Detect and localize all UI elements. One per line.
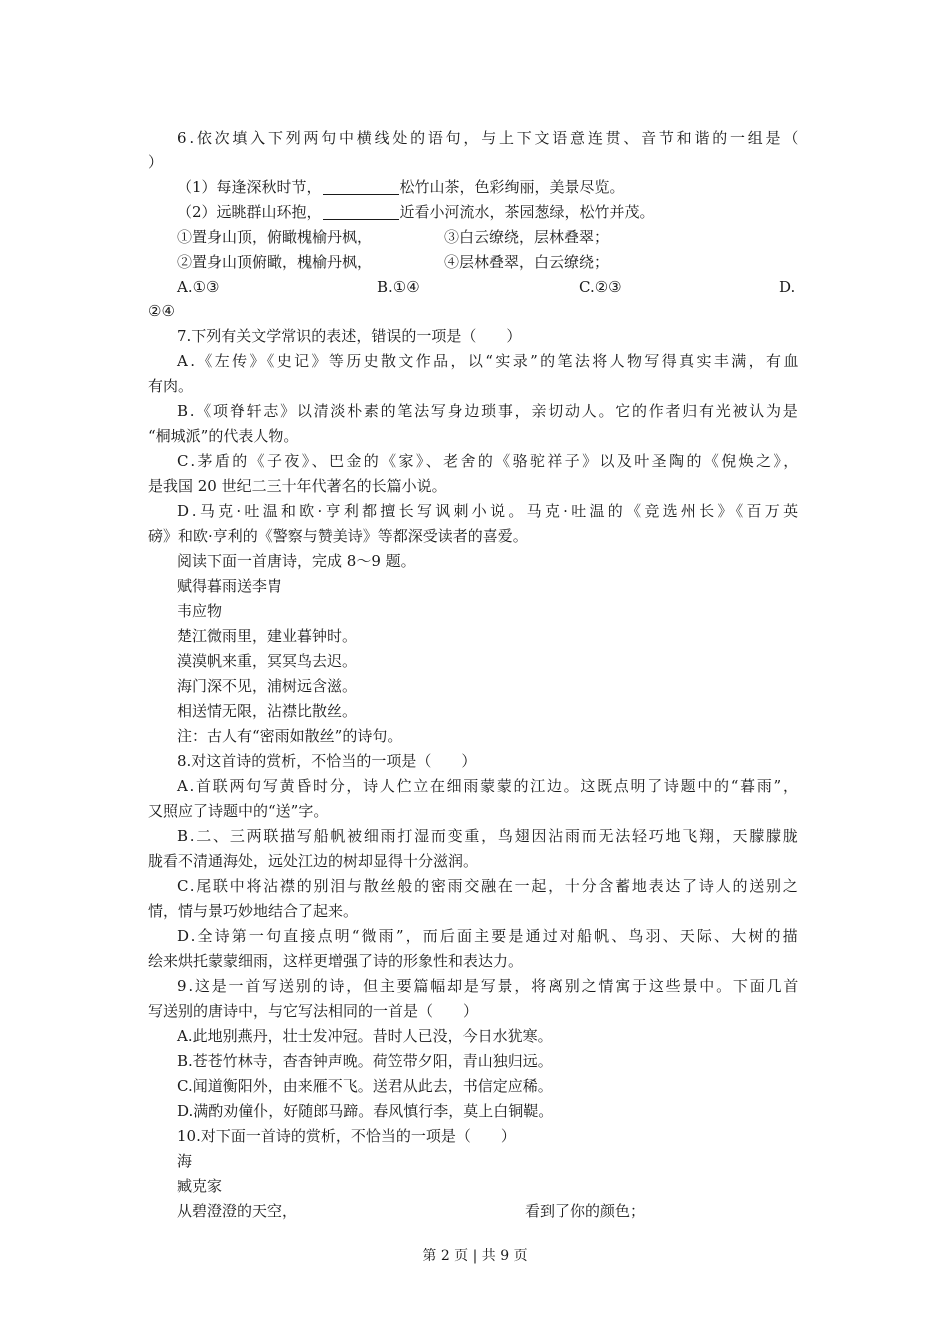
q6-stem: 6.依次填入下列两句中横线处的语句，与上下文语意连贯、音节和谐的一组是（ bbox=[177, 129, 802, 147]
q9-stem: 9.这是一首写送别的诗，但主要篇幅却是写景，将离别之情寓于这些景中。下面几首 bbox=[177, 977, 801, 995]
q7-option-d: D.马克·吐温和欧·亨利都擅长写讽刺小说。马克·吐温的《竞选州长》《百万英 bbox=[177, 502, 802, 520]
q8-option-c-cont: 情，情与景巧妙地结合了起来。 bbox=[148, 902, 359, 920]
q6-answer-b: B.①④ bbox=[377, 278, 420, 296]
q8-option-b-cont: 胧看不清通海处，远处江边的树却显得十分滋润。 bbox=[148, 852, 479, 870]
q6-stem-close: ） bbox=[148, 153, 164, 171]
poem-line-3: 海门深不见，浦树远含滋。 bbox=[177, 677, 358, 695]
q6-s1-post: 松竹山茶，色彩绚丽，美景尽览。 bbox=[399, 178, 625, 196]
q9-option-a: A.此地别燕丹，壮士发冲冠。昔时人已没，今日水犹寒。 bbox=[177, 1027, 553, 1045]
page-footer: 第 2 页 | 共 9 页 bbox=[422, 1248, 528, 1264]
q10-poem-author: 臧克家 bbox=[177, 1177, 223, 1195]
q6-answer-c: C.②③ bbox=[579, 278, 622, 296]
q8-option-d: D.全诗第一句直接点明“微雨”，而后面主要是通过对船帆、鸟羽、天际、大树的描 bbox=[177, 927, 800, 945]
q7-option-b-cont: “桐城派”的代表人物。 bbox=[148, 427, 299, 445]
q7-option-c: C.茅盾的《子夜》、巴金的《家》、老舍的《骆驼祥子》以及叶圣陶的《倪焕之》， bbox=[177, 452, 801, 470]
poem-note: 注：古人有“密雨如散丝”的诗句。 bbox=[177, 727, 403, 745]
q6-s1-blank bbox=[323, 178, 399, 195]
q6-s1-pre: （1）每逢深秋时节， bbox=[177, 178, 322, 196]
q6-sentence-2 bbox=[177, 201, 655, 223]
q10-line-1b: 看到了你的颜色； bbox=[525, 1202, 646, 1220]
poem-author: 韦应物 bbox=[177, 602, 223, 620]
q8-option-a-cont: 又照应了诗题中的“送”字。 bbox=[148, 802, 329, 820]
q6-s2-pre: （2）远眺群山环抱， bbox=[177, 203, 322, 221]
q7-option-d-cont: 磅》和欧·亨利的《警察与赞美诗》等都深受读者的喜爱。 bbox=[148, 527, 528, 545]
poem-title: 赋得暮雨送李胄 bbox=[177, 577, 283, 595]
q7-option-a-cont: 有肉。 bbox=[148, 377, 194, 395]
poem-line-2: 漠漠帆来重，冥冥鸟去迟。 bbox=[177, 652, 358, 670]
q6-answer-a: A.①③ bbox=[177, 278, 220, 296]
q7-stem: 7.下列有关文学常识的表述，错误的一项是（ ） bbox=[177, 327, 522, 345]
q9-option-d: D.满酌劝僮仆，好随郎马蹄。春风慎行李，莫上白铜鞮。 bbox=[177, 1102, 554, 1120]
q8-option-a: A.首联两句写黄昏时分，诗人伫立在细雨蒙蒙的江边。这既点明了诗题中的“暮雨”， bbox=[177, 777, 800, 795]
q6-answer-d: D. bbox=[779, 278, 796, 296]
q9-option-b: B.苍苍竹林寺，杳杳钟声晚。荷笠带夕阳，青山独归远。 bbox=[177, 1052, 553, 1070]
q6-s2-blank bbox=[323, 203, 399, 220]
q6-options-row-1 bbox=[177, 226, 677, 248]
q10-poem-title: 海 bbox=[177, 1152, 193, 1170]
q6-option-4: ④层林叠翠，白云缭绕； bbox=[444, 253, 610, 271]
q8-option-b: B.二、三两联描写船帆被细雨打湿而变重，鸟翅因沾雨而无法轻巧地飞翔，天朦朦胧 bbox=[177, 827, 800, 845]
q10-line-1a: 从碧澄澄的天空， bbox=[177, 1202, 298, 1220]
q6-options-row-2 bbox=[177, 251, 677, 273]
poem-intro: 阅读下面一首唐诗，完成 8～9 题。 bbox=[177, 552, 416, 570]
q8-option-c: C.尾联中将沾襟的别泪与散丝般的密雨交融在一起，十分含蓄地表达了诗人的送别之 bbox=[177, 877, 800, 895]
q6-option-3: ③白云缭绕，层林叠翠； bbox=[444, 228, 610, 246]
q9-option-c: C.闻道衡阳外，由来雁不飞。送君从此去，书信定应稀。 bbox=[177, 1077, 553, 1095]
q8-option-d-cont: 绘来烘托蒙蒙细雨，这样更增强了诗的形象性和表达力。 bbox=[148, 952, 524, 970]
q8-stem: 8.对这首诗的赏析，不恰当的一项是（ ） bbox=[177, 752, 477, 770]
q6-option-2: ②置身山顶俯瞰，槐榆丹枫， bbox=[177, 253, 373, 271]
q6-sentence-1 bbox=[177, 176, 625, 198]
q6-option-1: ①置身山顶，俯瞰槐榆丹枫， bbox=[177, 228, 373, 246]
q6-s2-post: 近看小河流水，茶园葱绿，松竹并茂。 bbox=[399, 203, 655, 221]
q7-option-c-cont: 是我国 20 世纪二三十年代著名的长篇小说。 bbox=[148, 477, 447, 495]
q7-option-b: B.《项脊轩志》以清淡朴素的笔法写身边琐事，亲切动人。它的作者归有光被认为是 bbox=[177, 402, 800, 420]
q9-stem-cont: 写送别的唐诗中，与它写法相同的一首是（ ） bbox=[148, 1002, 479, 1020]
q6-answer-d-cont: ②④ bbox=[148, 302, 175, 320]
poem-line-4: 相送情无限，沾襟比散丝。 bbox=[177, 702, 358, 720]
q10-poem-line-1 bbox=[177, 1200, 697, 1222]
q10-stem: 10.对下面一首诗的赏析，不恰当的一项是（ ） bbox=[177, 1127, 516, 1145]
poem-line-1: 楚江微雨里，建业暮钟时。 bbox=[177, 627, 358, 645]
q7-option-a: A.《左传》《史记》等历史散文作品，以“实录”的笔法将人物写得真实丰满，有血 bbox=[177, 352, 801, 370]
